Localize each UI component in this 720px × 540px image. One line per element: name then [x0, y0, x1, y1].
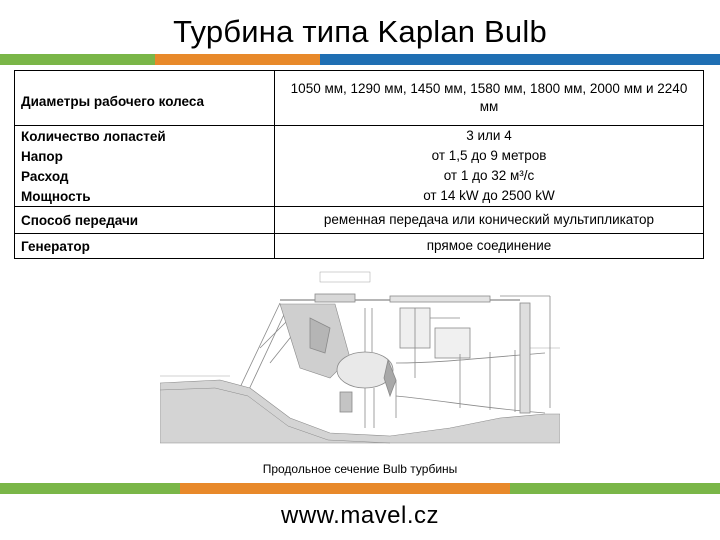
spec-row-head: [15, 146, 704, 166]
top-bar-green-left: [0, 54, 155, 65]
spec-value-diameters: 1050 мм, 1290 мм, 1450 мм, 1580 мм, 1800 мм, 2000 мм и 2240 мм: [275, 71, 704, 126]
top-bar-blue: [320, 54, 720, 65]
spec-label-diameters: Диаметры рабочего колеса: [15, 71, 275, 126]
spec-label-blades: Количество лопастей: [15, 126, 275, 147]
bottom-bar-green-left: [0, 483, 180, 494]
spec-row-diameters: [15, 71, 704, 126]
spec-table: [14, 70, 704, 259]
footer-url: www.mavel.cz: [280, 502, 440, 529]
spec-label-generator: Генератор: [15, 234, 275, 259]
spec-row-generator: [15, 234, 704, 259]
spec-row-power: [15, 186, 704, 207]
spec-value-generator: прямое соединение: [275, 234, 704, 259]
spec-value-power: от 14 kW до 2500 kW: [275, 186, 704, 207]
spec-label-power: Мощность: [15, 186, 275, 207]
spec-value-flow: от 1 до 32 м³/с: [275, 166, 704, 186]
spec-value-blades: 3 или 4: [275, 126, 704, 147]
bottom-bar-orange: [180, 483, 510, 494]
slide-title: Турбина типа Kaplan Bulb: [173, 14, 547, 49]
drawing-caption: Продольное сечение Bulb турбины: [262, 462, 458, 476]
spec-value-head: от 1,5 до 9 метров: [275, 146, 704, 166]
spec-row-blades: [15, 126, 704, 147]
top-bar-orange: [155, 54, 320, 65]
spec-row-flow: [15, 166, 704, 186]
drawing-stamp: [320, 272, 370, 282]
spec-label-transmission: Способ передачи: [15, 207, 275, 234]
spec-label-head: Напор: [15, 146, 275, 166]
spec-row-transmission: [15, 207, 704, 234]
spec-value-transmission: ременная передача или конический мультипликатор: [275, 207, 704, 234]
spec-label-flow: Расход: [15, 166, 275, 186]
bulb-turbine-section-drawing: [160, 268, 560, 463]
bottom-bar-green-right: [510, 483, 720, 494]
